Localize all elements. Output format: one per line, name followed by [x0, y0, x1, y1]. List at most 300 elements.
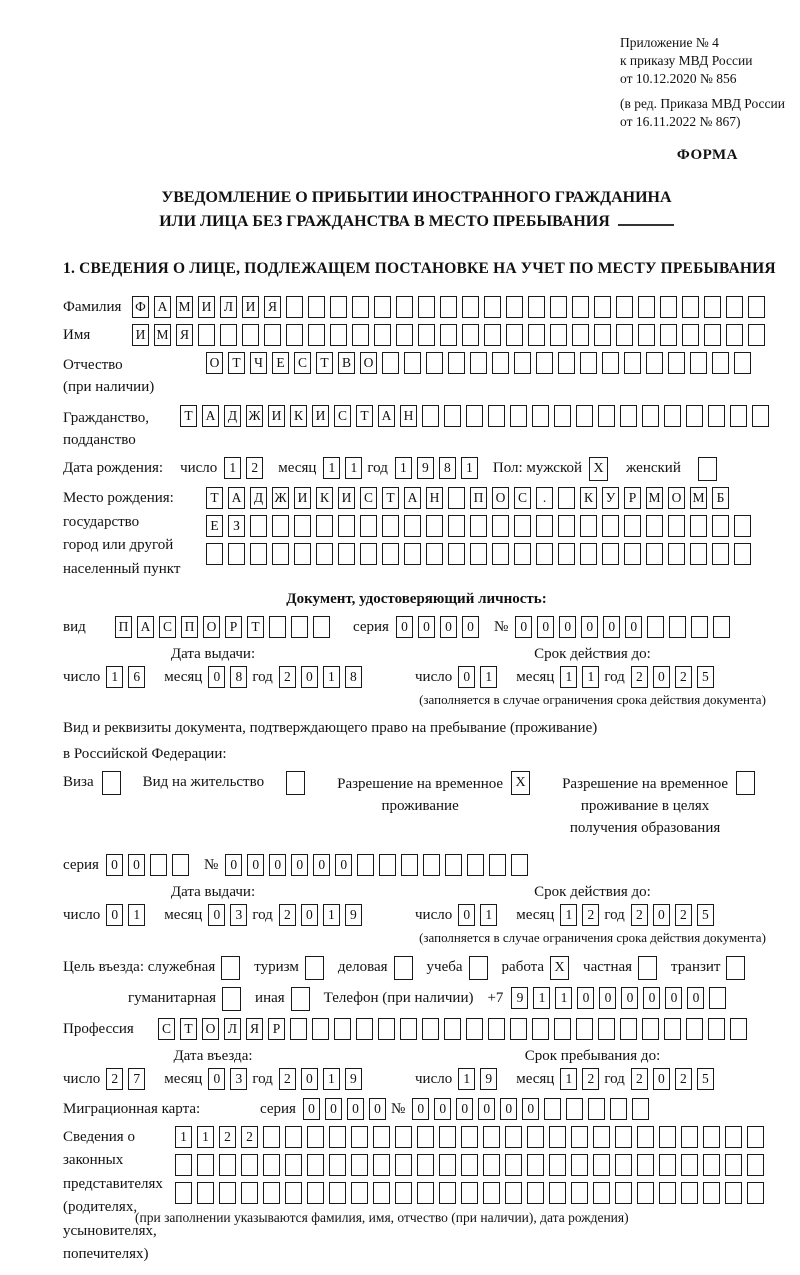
char-cell[interactable]	[263, 1154, 280, 1176]
char-cell[interactable]: Д	[224, 405, 241, 427]
char-cell[interactable]	[483, 1182, 500, 1204]
char-cell[interactable]	[466, 405, 483, 427]
char-cell[interactable]	[426, 352, 443, 374]
char-cell[interactable]	[544, 1098, 561, 1120]
char-cell[interactable]	[536, 543, 553, 565]
char-cell[interactable]	[373, 1182, 390, 1204]
char-cell[interactable]: 1	[128, 904, 145, 926]
char-cell[interactable]: 0	[621, 987, 638, 1009]
char-cell[interactable]	[703, 1154, 720, 1176]
char-cell[interactable]	[440, 324, 457, 346]
char-cell[interactable]	[660, 296, 677, 318]
char-cell[interactable]: К	[316, 487, 333, 509]
char-cell[interactable]	[638, 296, 655, 318]
char-cell[interactable]: 0	[301, 904, 318, 926]
char-cell[interactable]	[488, 1018, 505, 1040]
char-cell[interactable]: П	[181, 616, 198, 638]
char-cell[interactable]	[576, 405, 593, 427]
char-cell[interactable]	[329, 1154, 346, 1176]
char-cell[interactable]: 1	[458, 1068, 475, 1090]
char-cell[interactable]	[489, 854, 506, 876]
char-cell[interactable]	[307, 1182, 324, 1204]
char-cell[interactable]	[445, 854, 462, 876]
char-cell[interactable]: 1	[395, 457, 412, 479]
char-cell[interactable]	[690, 352, 707, 374]
char-cell[interactable]	[593, 1126, 610, 1148]
char-cell[interactable]	[426, 543, 443, 565]
char-cell[interactable]	[378, 1018, 395, 1040]
char-cell[interactable]	[263, 1126, 280, 1148]
char-cell[interactable]	[382, 543, 399, 565]
char-cell[interactable]: Ч	[250, 352, 267, 374]
char-cell[interactable]	[572, 296, 589, 318]
char-cell[interactable]	[395, 1126, 412, 1148]
char-cell[interactable]: 0	[106, 854, 123, 876]
char-cell[interactable]	[448, 352, 465, 374]
char-cell[interactable]	[682, 296, 699, 318]
char-cell[interactable]: И	[132, 324, 149, 346]
char-cell[interactable]: С	[514, 487, 531, 509]
char-cell[interactable]	[357, 854, 374, 876]
char-cell[interactable]: А	[228, 487, 245, 509]
char-cell[interactable]	[417, 1154, 434, 1176]
char-cell[interactable]: О	[492, 487, 509, 509]
char-cell[interactable]	[263, 1182, 280, 1204]
char-cell[interactable]: 1	[560, 666, 577, 688]
char-cell[interactable]	[307, 1154, 324, 1176]
char-cell[interactable]: 6	[128, 666, 145, 688]
char-cell[interactable]	[681, 1154, 698, 1176]
char-cell[interactable]	[483, 1126, 500, 1148]
char-cell[interactable]: 1	[175, 1126, 192, 1148]
char-cell[interactable]	[646, 543, 663, 565]
char-cell[interactable]: 0	[643, 987, 660, 1009]
char-cell[interactable]	[576, 1018, 593, 1040]
char-cell[interactable]: 3	[230, 904, 247, 926]
char-cell[interactable]: 0	[500, 1098, 517, 1120]
char-cell[interactable]	[527, 1126, 544, 1148]
char-cell[interactable]	[351, 1154, 368, 1176]
char-cell[interactable]	[352, 324, 369, 346]
char-cell[interactable]: А	[137, 616, 154, 638]
char-cell[interactable]	[659, 1126, 676, 1148]
char-cell[interactable]: 9	[417, 457, 434, 479]
char-cell[interactable]	[488, 405, 505, 427]
char-cell[interactable]: 0	[269, 854, 286, 876]
char-cell[interactable]	[637, 1182, 654, 1204]
char-cell[interactable]	[703, 1182, 720, 1204]
char-cell[interactable]	[747, 1126, 764, 1148]
char-cell[interactable]: 0	[301, 666, 318, 688]
char-cell[interactable]	[505, 1126, 522, 1148]
char-cell[interactable]: О	[202, 1018, 219, 1040]
char-cell[interactable]: 0	[665, 987, 682, 1009]
char-cell[interactable]	[330, 324, 347, 346]
char-cell[interactable]: Т	[180, 1018, 197, 1040]
char-cell[interactable]	[492, 352, 509, 374]
char-cell[interactable]	[426, 515, 443, 537]
temp-residence-checkbox[interactable]: X	[511, 771, 530, 795]
char-cell[interactable]: 0	[458, 666, 475, 688]
char-cell[interactable]: Н	[426, 487, 443, 509]
char-cell[interactable]	[514, 352, 531, 374]
char-cell[interactable]: 1	[224, 457, 241, 479]
char-cell[interactable]	[734, 352, 751, 374]
char-cell[interactable]	[681, 1182, 698, 1204]
char-cell[interactable]: И	[312, 405, 329, 427]
char-cell[interactable]	[642, 1018, 659, 1040]
char-cell[interactable]	[615, 1126, 632, 1148]
char-cell[interactable]	[492, 543, 509, 565]
char-cell[interactable]: 2	[582, 1068, 599, 1090]
char-cell[interactable]	[550, 324, 567, 346]
char-cell[interactable]	[532, 405, 549, 427]
char-cell[interactable]	[439, 1154, 456, 1176]
char-cell[interactable]: 1	[480, 666, 497, 688]
char-cell[interactable]: 0	[456, 1098, 473, 1120]
char-cell[interactable]	[558, 515, 575, 537]
char-cell[interactable]: 0	[225, 854, 242, 876]
char-cell[interactable]	[632, 1098, 649, 1120]
char-cell[interactable]: 2	[106, 1068, 123, 1090]
char-cell[interactable]: 0	[396, 616, 413, 638]
char-cell[interactable]: О	[206, 352, 223, 374]
char-cell[interactable]: 2	[246, 457, 263, 479]
char-cell[interactable]: Ж	[246, 405, 263, 427]
char-cell[interactable]	[448, 487, 465, 509]
char-cell[interactable]	[598, 405, 615, 427]
char-cell[interactable]: 0	[599, 987, 616, 1009]
char-cell[interactable]: 1	[323, 1068, 340, 1090]
char-cell[interactable]: .	[536, 487, 553, 509]
visa-checkbox[interactable]	[102, 771, 121, 795]
char-cell[interactable]	[580, 352, 597, 374]
char-cell[interactable]: Л	[220, 296, 237, 318]
char-cell[interactable]	[554, 1018, 571, 1040]
tourism-checkbox[interactable]	[305, 956, 324, 980]
char-cell[interactable]	[316, 515, 333, 537]
char-cell[interactable]	[726, 324, 743, 346]
char-cell[interactable]: 9	[480, 1068, 497, 1090]
char-cell[interactable]	[175, 1154, 192, 1176]
char-cell[interactable]	[352, 296, 369, 318]
char-cell[interactable]	[312, 1018, 329, 1040]
char-cell[interactable]	[709, 987, 726, 1009]
char-cell[interactable]	[422, 405, 439, 427]
char-cell[interactable]	[660, 324, 677, 346]
char-cell[interactable]	[505, 1182, 522, 1204]
char-cell[interactable]: Е	[272, 352, 289, 374]
char-cell[interactable]	[549, 1182, 566, 1204]
char-cell[interactable]	[588, 1098, 605, 1120]
char-cell[interactable]	[668, 543, 685, 565]
char-cell[interactable]: 1	[533, 987, 550, 1009]
char-cell[interactable]	[373, 1154, 390, 1176]
char-cell[interactable]	[558, 543, 575, 565]
char-cell[interactable]: Т	[206, 487, 223, 509]
char-cell[interactable]	[549, 1126, 566, 1148]
char-cell[interactable]	[313, 616, 330, 638]
char-cell[interactable]: 0	[653, 904, 670, 926]
char-cell[interactable]: У	[602, 487, 619, 509]
char-cell[interactable]: Н	[400, 405, 417, 427]
char-cell[interactable]	[571, 1126, 588, 1148]
char-cell[interactable]: 0	[577, 987, 594, 1009]
char-cell[interactable]	[669, 616, 686, 638]
char-cell[interactable]: 1	[197, 1126, 214, 1148]
char-cell[interactable]	[691, 616, 708, 638]
char-cell[interactable]	[466, 1018, 483, 1040]
char-cell[interactable]	[712, 515, 729, 537]
char-cell[interactable]: 0	[653, 1068, 670, 1090]
char-cell[interactable]	[334, 1018, 351, 1040]
char-cell[interactable]: 0	[291, 854, 308, 876]
char-cell[interactable]	[272, 515, 289, 537]
char-cell[interactable]	[286, 296, 303, 318]
char-cell[interactable]	[351, 1126, 368, 1148]
char-cell[interactable]: А	[378, 405, 395, 427]
char-cell[interactable]: О	[668, 487, 685, 509]
study-checkbox[interactable]	[469, 956, 488, 980]
char-cell[interactable]	[470, 543, 487, 565]
humanitarian-checkbox[interactable]	[222, 987, 241, 1011]
char-cell[interactable]	[580, 543, 597, 565]
char-cell[interactable]	[483, 1154, 500, 1176]
char-cell[interactable]: К	[580, 487, 597, 509]
transit-checkbox[interactable]	[726, 956, 745, 980]
char-cell[interactable]	[747, 1154, 764, 1176]
char-cell[interactable]	[725, 1126, 742, 1148]
char-cell[interactable]	[440, 296, 457, 318]
char-cell[interactable]: И	[198, 296, 215, 318]
char-cell[interactable]: П	[470, 487, 487, 509]
char-cell[interactable]: 8	[439, 457, 456, 479]
char-cell[interactable]	[528, 324, 545, 346]
char-cell[interactable]	[748, 324, 765, 346]
char-cell[interactable]	[572, 324, 589, 346]
char-cell[interactable]	[395, 1182, 412, 1204]
char-cell[interactable]	[730, 405, 747, 427]
char-cell[interactable]	[558, 487, 575, 509]
char-cell[interactable]: 8	[230, 666, 247, 688]
char-cell[interactable]: 1	[555, 987, 572, 1009]
char-cell[interactable]	[594, 324, 611, 346]
char-cell[interactable]	[396, 324, 413, 346]
char-cell[interactable]: 2	[279, 904, 296, 926]
char-cell[interactable]: 2	[279, 1068, 296, 1090]
char-cell[interactable]	[338, 515, 355, 537]
char-cell[interactable]: 0	[434, 1098, 451, 1120]
char-cell[interactable]	[659, 1154, 676, 1176]
char-cell[interactable]	[404, 543, 421, 565]
female-checkbox[interactable]	[698, 457, 717, 481]
char-cell[interactable]	[492, 515, 509, 537]
char-cell[interactable]: 3	[230, 1068, 247, 1090]
char-cell[interactable]	[549, 1154, 566, 1176]
char-cell[interactable]	[242, 324, 259, 346]
char-cell[interactable]: 1	[345, 457, 362, 479]
char-cell[interactable]: Р	[268, 1018, 285, 1040]
char-cell[interactable]	[150, 854, 167, 876]
char-cell[interactable]	[418, 296, 435, 318]
char-cell[interactable]	[558, 352, 575, 374]
char-cell[interactable]: 0	[208, 1068, 225, 1090]
char-cell[interactable]	[285, 1154, 302, 1176]
char-cell[interactable]	[681, 1126, 698, 1148]
char-cell[interactable]	[417, 1182, 434, 1204]
char-cell[interactable]: 2	[631, 666, 648, 688]
char-cell[interactable]: Р	[624, 487, 641, 509]
char-cell[interactable]	[550, 296, 567, 318]
char-cell[interactable]	[220, 324, 237, 346]
char-cell[interactable]	[664, 1018, 681, 1040]
work-checkbox[interactable]: X	[550, 956, 569, 980]
char-cell[interactable]: М	[690, 487, 707, 509]
char-cell[interactable]	[198, 324, 215, 346]
char-cell[interactable]: Ф	[132, 296, 149, 318]
char-cell[interactable]	[620, 405, 637, 427]
char-cell[interactable]: 0	[603, 616, 620, 638]
char-cell[interactable]	[566, 1098, 583, 1120]
char-cell[interactable]: Т	[228, 352, 245, 374]
char-cell[interactable]	[439, 1182, 456, 1204]
char-cell[interactable]: 2	[675, 666, 692, 688]
char-cell[interactable]: А	[404, 487, 421, 509]
char-cell[interactable]	[637, 1154, 654, 1176]
char-cell[interactable]	[448, 543, 465, 565]
char-cell[interactable]	[734, 515, 751, 537]
char-cell[interactable]	[360, 515, 377, 537]
char-cell[interactable]: 0	[418, 616, 435, 638]
char-cell[interactable]: 1	[323, 457, 340, 479]
char-cell[interactable]	[219, 1154, 236, 1176]
char-cell[interactable]: М	[154, 324, 171, 346]
char-cell[interactable]	[602, 352, 619, 374]
char-cell[interactable]	[396, 296, 413, 318]
char-cell[interactable]	[514, 515, 531, 537]
char-cell[interactable]: 1	[582, 666, 599, 688]
char-cell[interactable]: О	[203, 616, 220, 638]
char-cell[interactable]: 0	[522, 1098, 539, 1120]
char-cell[interactable]: 0	[412, 1098, 429, 1120]
char-cell[interactable]: А	[202, 405, 219, 427]
char-cell[interactable]	[593, 1182, 610, 1204]
char-cell[interactable]: 5	[697, 1068, 714, 1090]
char-cell[interactable]: К	[290, 405, 307, 427]
char-cell[interactable]: 0	[537, 616, 554, 638]
char-cell[interactable]: М	[176, 296, 193, 318]
char-cell[interactable]	[712, 352, 729, 374]
char-cell[interactable]	[602, 515, 619, 537]
char-cell[interactable]: Л	[224, 1018, 241, 1040]
char-cell[interactable]	[713, 616, 730, 638]
char-cell[interactable]	[506, 296, 523, 318]
char-cell[interactable]	[308, 324, 325, 346]
char-cell[interactable]	[646, 515, 663, 537]
char-cell[interactable]	[272, 543, 289, 565]
char-cell[interactable]	[690, 543, 707, 565]
char-cell[interactable]	[197, 1182, 214, 1204]
char-cell[interactable]: И	[242, 296, 259, 318]
char-cell[interactable]	[291, 616, 308, 638]
char-cell[interactable]	[444, 405, 461, 427]
char-cell[interactable]: 0	[653, 666, 670, 688]
char-cell[interactable]	[228, 543, 245, 565]
char-cell[interactable]	[461, 1182, 478, 1204]
char-cell[interactable]	[417, 1126, 434, 1148]
char-cell[interactable]: 0	[687, 987, 704, 1009]
char-cell[interactable]: 8	[345, 666, 362, 688]
char-cell[interactable]: 2	[631, 1068, 648, 1090]
char-cell[interactable]	[395, 1154, 412, 1176]
char-cell[interactable]	[285, 1182, 302, 1204]
char-cell[interactable]: 0	[106, 904, 123, 926]
char-cell[interactable]	[382, 352, 399, 374]
char-cell[interactable]	[423, 854, 440, 876]
char-cell[interactable]	[444, 1018, 461, 1040]
char-cell[interactable]	[730, 1018, 747, 1040]
char-cell[interactable]	[532, 1018, 549, 1040]
char-cell[interactable]	[219, 1182, 236, 1204]
char-cell[interactable]	[422, 1018, 439, 1040]
char-cell[interactable]	[624, 515, 641, 537]
char-cell[interactable]: Т	[382, 487, 399, 509]
char-cell[interactable]	[308, 296, 325, 318]
char-cell[interactable]: 0	[462, 616, 479, 638]
char-cell[interactable]	[646, 352, 663, 374]
other-checkbox[interactable]	[291, 987, 310, 1011]
residence-permit-checkbox[interactable]	[286, 771, 305, 795]
char-cell[interactable]: Д	[250, 487, 267, 509]
char-cell[interactable]	[527, 1154, 544, 1176]
char-cell[interactable]: Б	[712, 487, 729, 509]
char-cell[interactable]	[704, 296, 721, 318]
char-cell[interactable]	[294, 515, 311, 537]
char-cell[interactable]: 1	[480, 904, 497, 926]
char-cell[interactable]: 9	[345, 904, 362, 926]
char-cell[interactable]	[708, 1018, 725, 1040]
char-cell[interactable]: 0	[515, 616, 532, 638]
char-cell[interactable]	[316, 543, 333, 565]
char-cell[interactable]	[593, 1154, 610, 1176]
char-cell[interactable]	[615, 1182, 632, 1204]
char-cell[interactable]	[461, 1154, 478, 1176]
char-cell[interactable]: С	[334, 405, 351, 427]
char-cell[interactable]	[373, 1126, 390, 1148]
char-cell[interactable]: Т	[247, 616, 264, 638]
char-cell[interactable]: 0	[458, 904, 475, 926]
char-cell[interactable]: И	[294, 487, 311, 509]
char-cell[interactable]	[734, 543, 751, 565]
char-cell[interactable]	[241, 1154, 258, 1176]
char-cell[interactable]: 0	[128, 854, 145, 876]
char-cell[interactable]	[382, 515, 399, 537]
char-cell[interactable]: 0	[581, 616, 598, 638]
char-cell[interactable]: 0	[335, 854, 352, 876]
char-cell[interactable]	[510, 1018, 527, 1040]
char-cell[interactable]	[462, 296, 479, 318]
char-cell[interactable]: Ж	[272, 487, 289, 509]
char-cell[interactable]: 0	[440, 616, 457, 638]
char-cell[interactable]	[467, 854, 484, 876]
char-cell[interactable]	[571, 1154, 588, 1176]
char-cell[interactable]	[360, 543, 377, 565]
char-cell[interactable]	[682, 324, 699, 346]
char-cell[interactable]	[620, 1018, 637, 1040]
char-cell[interactable]: 0	[369, 1098, 386, 1120]
private-checkbox[interactable]	[638, 956, 657, 980]
char-cell[interactable]	[690, 515, 707, 537]
